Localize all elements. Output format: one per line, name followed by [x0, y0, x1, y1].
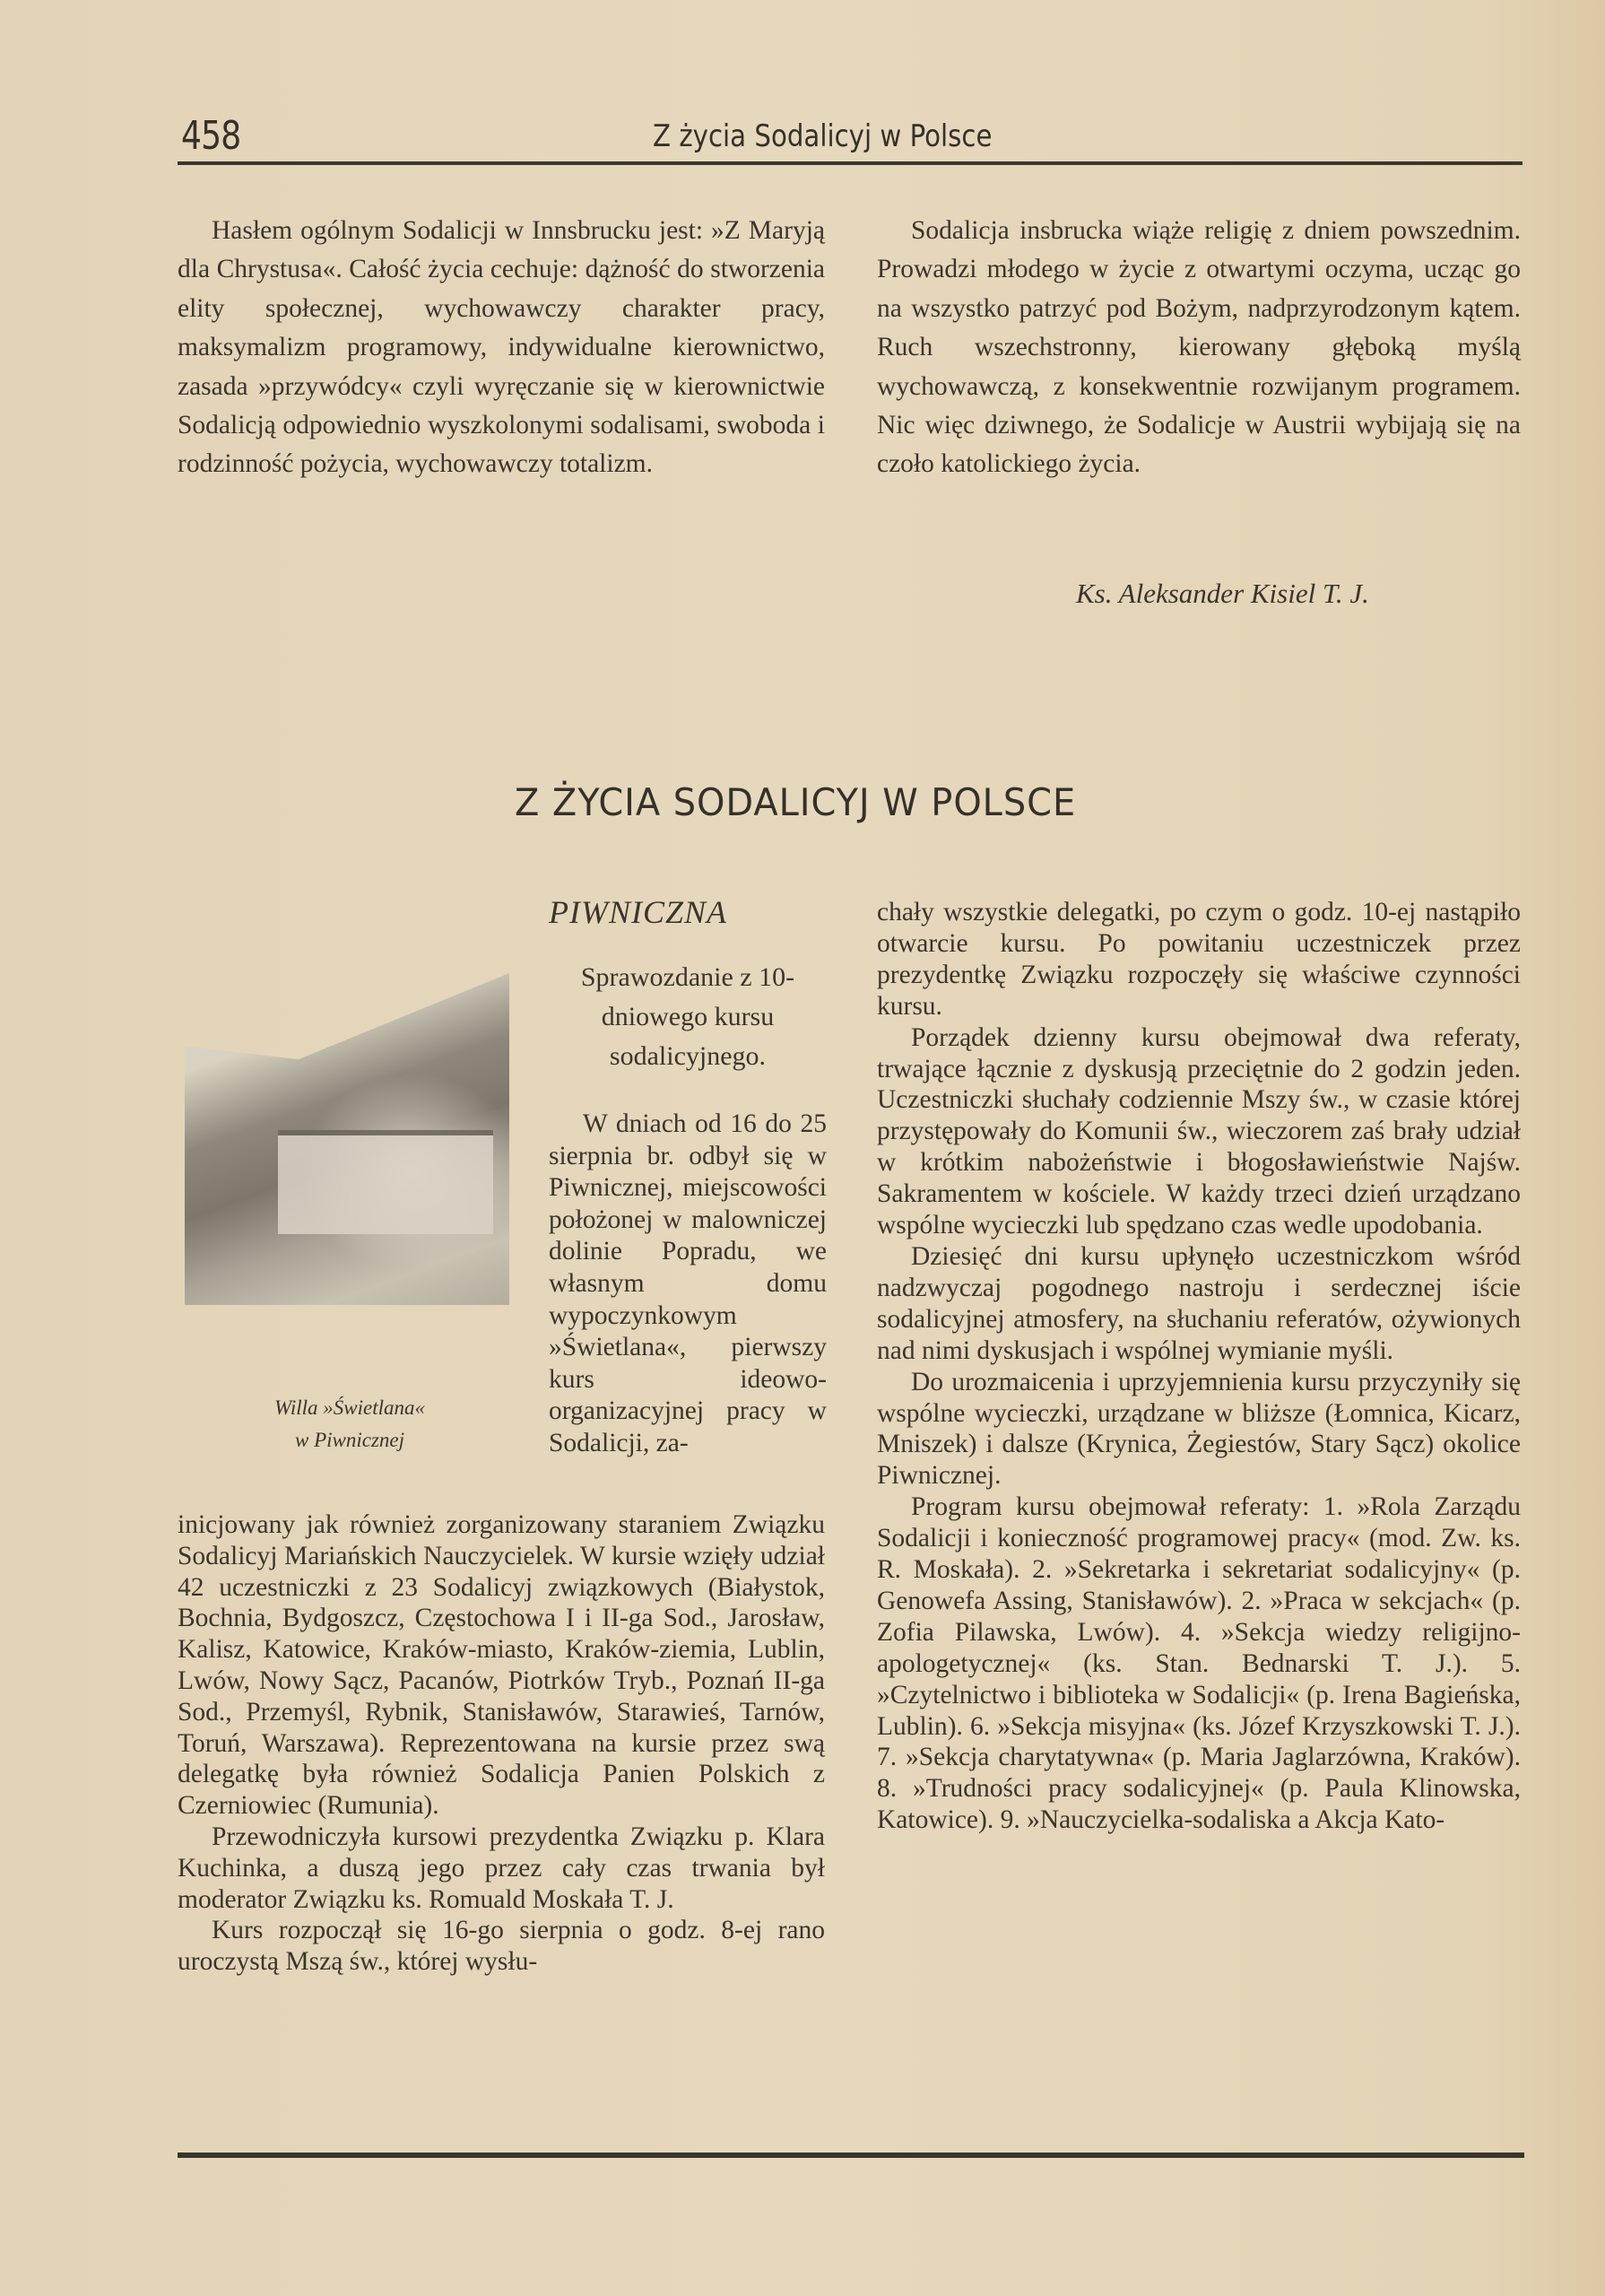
paragraph: inicjowany jak również zorganizowany staraniem Związku Sodalicyj Mariańskich Nauczycielek. W kursie wzięły udział 42 uczestniczki z 23 Sodalicyj związkowych (Białystok, Bochnia, Bydgoszcz, Częstochowa I i II-ga Sod., Jarosław, Kalisz, Katowice, Kraków-miasto, Kraków-ziemia, Lublin, Lwów, Nowy Sącz, Pacanów, Piotrków Tryb., Poznań II-ga Sod., Przemyśl, Rybnik, Stanisławów, Starawieś, Tarnów, Toruń, Warszawa). Reprezentowana na kursie przez swą delegatkę była również Sodalicja Panien Polskich z Czerniowiec (Rumunia). [178, 1510, 825, 1821]
paragraph: chały wszystkie delegatki, po czym o godz. 10-ej nastąpiło otwarcie kursu. Po powitaniu uczestniczek przez prezydentkę Związku rozpoczęły się właściwe czynności kursu. [877, 898, 1521, 1021]
paragraph: Hasłem ogólnym Sodalicji w Innsbrucku jest: »Z Maryją dla Chrystusa«. Całość życia cechuje: dążność do stworzenia elity społecznej, wychowawczy charakter pracy, maksymalizm programowy, indywidualne kierownictwo, zasada »przywódcy« czyli wyręczanie się w kierownictwie Sodalicją odpowiednio wyszkolonymi sodalisami, swoboda i rodzinność pożycia, wychowawczy totalizm. [178, 216, 825, 479]
author-signature: Ks. Aleksander Kisiel T. J. [1076, 578, 1369, 609]
section-title: Z ŻYCIA SODALICYJ W POLSCE [515, 780, 1077, 824]
paragraph: Sodalicja insbrucka wiąże religię z dniem powszednim. Prowadzi młodego w życie z otwartymi oczyma, ucząc go na wszystko patrzyć pod Bożym, nadprzyrodzonym kątem. Ruch wszechstronny, kierowany głęboką myślą wychowawczą, z konsekwentnie rozwijanym programem. Nic więc dziwnego, że Sodalicje w Austrii wybijają się na czoło katolickiego życia. [877, 216, 1521, 479]
running-title: Z życia Sodalicyj w Polsce [653, 118, 993, 154]
footer-rule [178, 2152, 1524, 2158]
article-middle-column [549, 1109, 827, 1460]
top-article-right-column [877, 212, 1521, 484]
photo-caption: Willa »Świetlana« [273, 1396, 426, 1419]
photo-caption: w Piwnicznej [294, 1429, 405, 1451]
paragraph: Do urozmaicenia i uprzyjemnienia kursu przyczyniły się wspólne wycieczki, urządzane w bliższe (Łomnica, Kicarz, Mniszek) i dalsze (Krynica, Żegiestów, Stary Sącz) okolice Piwnicznej. [877, 1367, 1521, 1491]
paragraph: Kurs rozpoczął się 16-go sierpnia o godz. 8-ej rano uroczystą Mszą św., której wysłu- [178, 1916, 825, 1977]
paragraph: Porządek dzienny kursu obejmował dwa referaty, trwające łącznie z dyskusją przeciętnie do 2 godzin jeden. Uczestniczki słuchały codziennie Mszy św., w czasie której przystępowały do Komunii św., wieczorem zaś brały udział w krótkim nabożeństwie i błogosławieństwie Najśw. Sakramentem w kościele. W każdy trzeci dzień urządzano wspólne wycieczki lub spędzano czas wedle upodobania. [877, 1022, 1521, 1240]
villa-photo-house [278, 1130, 493, 1234]
article-right-column [877, 897, 1521, 1836]
header-rule [178, 161, 1523, 165]
paragraph: Przewodniczyła kursowi prezydentka Związku p. Klara Kuchinka, a duszą jego przez cały czas trwania był moderator Związku ks. Romuald Moskała T. J. [178, 1822, 825, 1914]
article-left-column [178, 1509, 825, 1978]
article-heading: PIWNICZNA [549, 894, 728, 930]
paragraph: Dziesięć dni kursu upłynęło uczestniczkom wśród nadzwyczaj pogodnego nastroju i serdecznej iście sodalicyjnej atmosfery, na słuchaniu referatów, ożywionych nad nimi dyskusjach i wspólnej wymianie myśli. [877, 1241, 1521, 1365]
top-article-left-column [178, 212, 825, 484]
article-lead: Sprawozdanie z 10-dniowego kursu sodalicyjnego. [580, 962, 795, 1071]
paragraph: Program kursu obejmował referaty: 1. »Rola Zarządu Sodalicji i konieczność programowej pracy« (mod. Zw. ks. R. Moskała). 2. »Sekretarka i sekretariat sodalicyjny« (p. Genowefa Assing, Stanisławów). 2. »Praca w sekcjach« (p. Zofia Pilawska, Lwów). 4. »Sekcja wiedzy religijno-apologetycznej« (ks. Stan. Bednarski T. J.). 5. »Czytelnictwo i biblioteka w Sodalicji« (p. Irena Bagieńska, Lublin). 6. »Sekcja misyjna« (ks. Józef Krzyszkowski T. J.). 7. »Sekcja charytatywna« (p. Maria Jaglarzówna, Kraków). 8. »Trudności pracy sodalicyjnej« (p. Paula Klinowska, Katowice). 9. »Nauczycielka-sodaliska a Akcja Kato- [877, 1492, 1521, 1835]
paragraph: W dniach od 16 do 25 sierpnia br. odbył się w Piwnicznej, miejscowości położonej w malowniczej dolinie Popradu, we własnym domu wypoczynkowym »Świetlana«, pierwszy kurs ideowo-organizacyjnej pracy w Sodalicji, za- [549, 1109, 827, 1457]
page-number: 458 [181, 113, 241, 159]
